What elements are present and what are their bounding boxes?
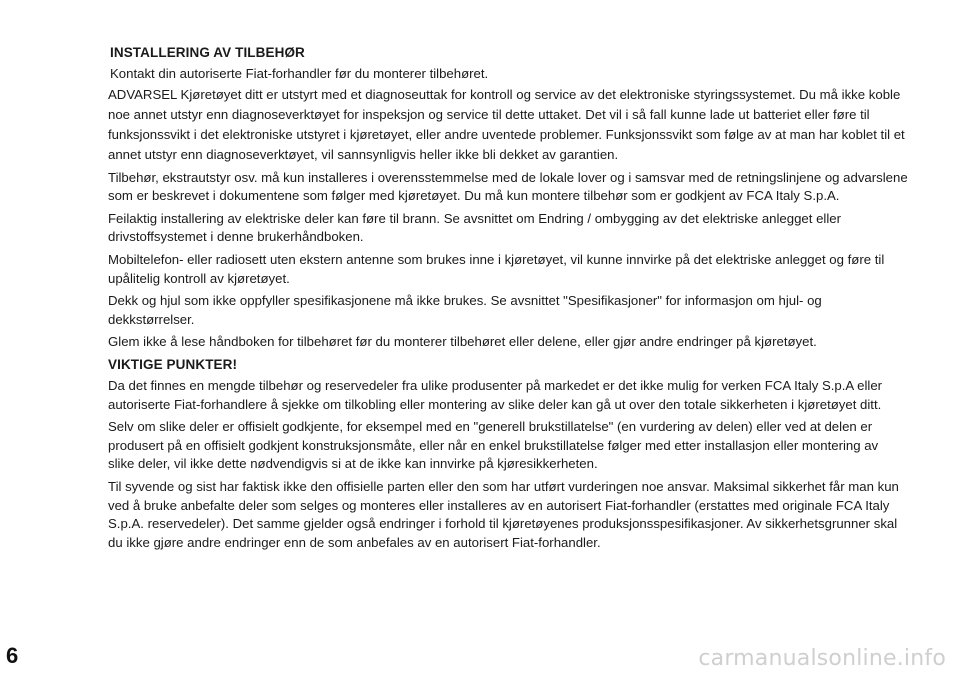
important-paragraph-3: Til syvende og sist har faktisk ikke den offisielle parten eller den som har utført vurderingen noe ansvar. Maksimal sikkerhet får man kun ved å bruke anbefalte deler som selges og monteres eller installeres av en autorisert Fiat-forhandler (erstattes med originale FCA Italy S.p.A. reservedeler). Det samme gjelder også endringer i forhold til kjøretøyenes produksjonsspesifikasjoner. Av sikkerhetsgrunner skal du ikke gjøre andre endringer enn de som anbefales av en autorisert Fiat-forhandler. <box>108 478 899 550</box>
page-content <box>108 44 908 556</box>
warning-paragraph: ADVARSEL Kjøretøyet ditt er utstyrt med et diagnoseuttak for kontroll og service av det elektroniske styringssystemet. Du må ikke koble noe annet utstyr enn diagnoseverktøyet for inspeksjon og service til dette uttaket. Det vil i så fall kunne lade ut batteriet eller føre til funksjonssvikt i det elektroniske utstyret i kjøretøyet, eller andre uventede problemer. Funksjonssvikt som følge av at man har koblet til et annet utstyr enn diagnoseverktøyet, vil sannsynligvis heller ikke bli dekket av garantien. <box>108 86 905 162</box>
fire-risk-paragraph: Feilaktig installering av elektriske deler kan føre til brann. Se avsnittet om Endring / ombygging av det elektriske anlegget eller drivstoffsystemet i denne brukerhåndboken. <box>108 210 842 245</box>
page-number: 6 <box>6 643 19 668</box>
watermark: carmanualsonline.info <box>698 646 946 671</box>
intro-paragraph: Kontakt din autoriserte Fiat-forhandler før du monterer tilbehøret. <box>110 66 489 81</box>
important-paragraph-2: Selv om slike deler er offisielt godkjente, for eksempel med en "generell brukstillatelse" (en vurdering av delen) eller ved at delen er produsert på en offisielt godkjent konstruksjonsmåte, eller når en enkel brukstillatelse følger med etter installasjon eller montering av slike deler, vil ikke dette nødvendigvis si at de ikke kan innvirke på kjøresikkerheten. <box>108 419 879 472</box>
read-manual-paragraph: Glem ikke å lese håndboken for tilbehøret før du monterer tilbehøret eller delene, eller gjør andre endringer på kjøretøyet. <box>108 334 817 350</box>
important-paragraph-1: Da det finnes en mengde tilbehør og reservedeler fra ulike produsenter på markedet er det ikke mulig for verken FCA Italy S.p.A eller autoriserte Fiat-forhandlere å sjekke om tilkobling eller montering av slike deler kan gå ut over den totale sikkerheten i kjøretøyet ditt. <box>108 377 883 412</box>
tyres-paragraph: Dekk og hjul som ikke oppfyller spesifikasjonene må ikke brukes. Se avsnittet "Spesifikasjoner" for informasjon om hjul- og dekkstørrelser. <box>108 293 822 327</box>
mobile-phone-paragraph: Mobiltelefon- eller radiosett uten ekstern antenne som brukes inne i kjøretøyet, vil kunne innvirke på det elektriske anlegget og føre til upålitelig kontroll av kjøretøyet. <box>108 251 885 286</box>
accessories-paragraph: Tilbehør, ekstrautstyr osv. må kun installeres i overensstemmelse med de lokale lover og i samsvar med de retningslinjene og advarslene som er beskrevet i dokumentene som følger med kjøretøyet. Du må kun montere tilbehør som er godkjent av FCA Italy S.p.A. <box>108 169 908 204</box>
section-title: INSTALLERING AV TILBEHØR <box>110 45 305 60</box>
important-title: VIKTIGE PUNKTER! <box>108 356 238 372</box>
